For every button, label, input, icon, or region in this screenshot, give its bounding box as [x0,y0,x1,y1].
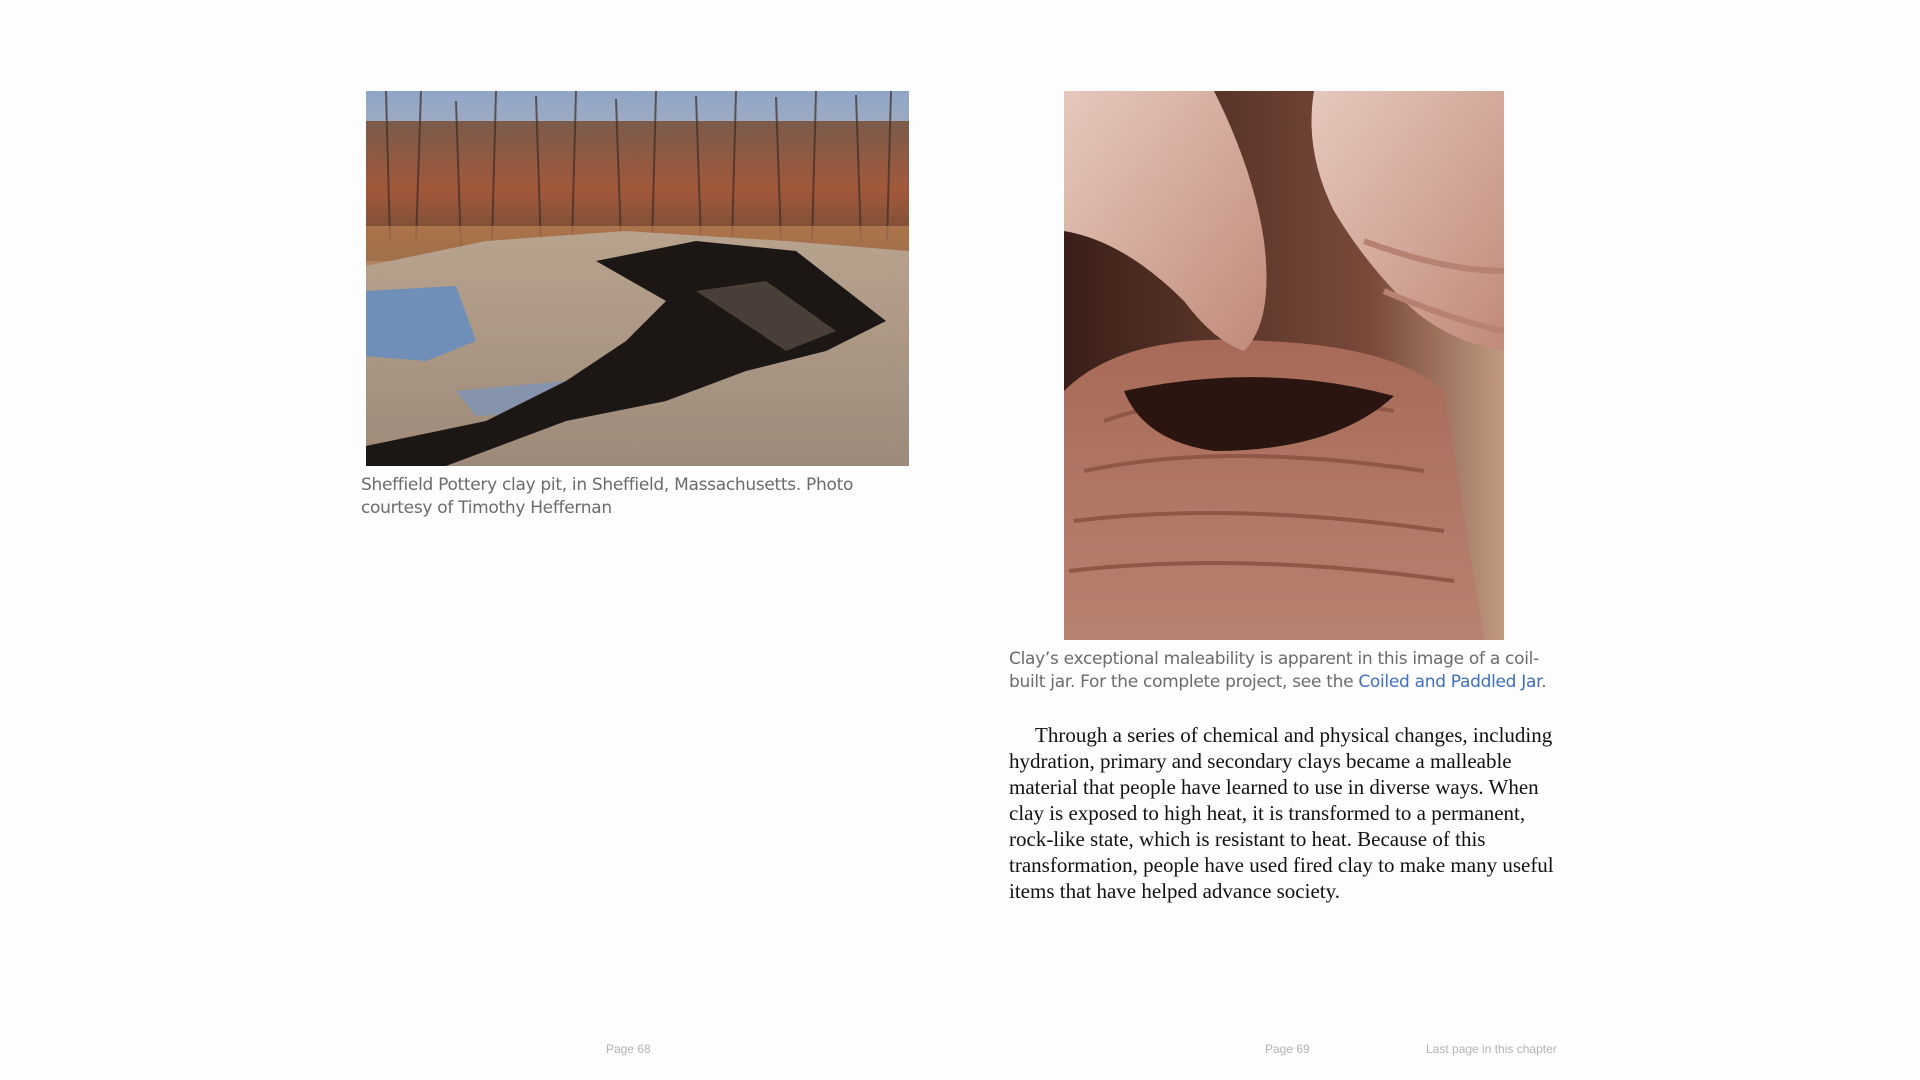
caption-text: Clay’s exceptional maleability is apparent in this image of a coil-built jar. For the complete project, see the [1009,649,1539,692]
clay-pit-photo [366,91,909,466]
body-paragraph-text: Through a series of chemical and physical changes, including hydration, primary and secondary clays became a malleable material that people have learned to use in diverse ways. When clay is exposed to high heat, it is transformed to a permanent, rock-like state, which is resistant to heat. Because of this transformation, people have used fired clay to make many useful items that have helped advance society. [1009,723,1554,903]
clay-pit-landscape-photo-icon [366,91,909,466]
body-paragraph [1009,722,1569,904]
right-photo-caption [1009,648,1569,694]
page-number-right: Page 69 [1265,1042,1310,1056]
coiled-and-paddled-jar-link[interactable]: Coiled and Paddled Jar [1358,672,1542,692]
hands-shaping-coil-jar-photo-icon [1064,91,1504,640]
caption-suffix: . [1541,672,1547,692]
coil-jar-photo [1064,91,1504,640]
left-photo-caption: Sheffield Pottery clay pit, in Sheffield, Massachusetts. Photo courtesy of Timothy Heffernan [361,475,854,518]
page-number-left: Page 68 [606,1042,651,1056]
chapter-end-note: Last page in this chapter [1426,1042,1557,1056]
